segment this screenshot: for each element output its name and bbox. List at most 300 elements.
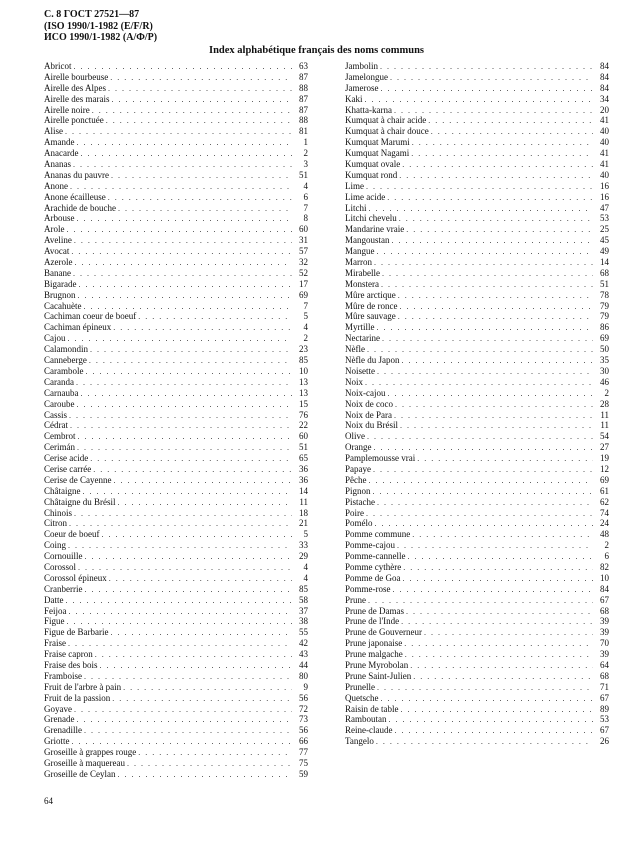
entry-page: 4 <box>303 561 308 572</box>
entry-page: 42 <box>299 638 308 649</box>
entry-name: Jambolin <box>345 61 378 71</box>
index-entry <box>345 290 609 301</box>
dot-leader <box>77 214 293 225</box>
dot-leader <box>376 737 593 748</box>
dot-leader <box>138 312 292 323</box>
index-entry <box>345 94 609 105</box>
entry-page: 61 <box>600 485 609 496</box>
index-entry <box>44 518 308 529</box>
entry-name: Jamerose <box>345 82 379 93</box>
dot-leader <box>366 182 593 193</box>
index-entry <box>345 562 609 573</box>
dot-leader <box>77 443 292 454</box>
dot-leader <box>112 694 292 705</box>
dot-leader <box>78 432 293 443</box>
entry-page: 41 <box>600 115 609 126</box>
entry-page: 10 <box>600 572 609 583</box>
entry-page: 88 <box>299 82 308 93</box>
dot-leader <box>377 498 593 509</box>
index-entry <box>44 203 308 214</box>
index-entry <box>345 322 609 333</box>
dot-leader <box>106 116 292 127</box>
dot-leader <box>394 411 593 422</box>
page-number: 64 <box>44 796 53 806</box>
index-entry <box>345 268 609 279</box>
entry-page: 53 <box>600 213 609 224</box>
dot-leader <box>84 726 292 737</box>
entry-page: 59 <box>299 768 308 779</box>
index-entry <box>44 105 308 116</box>
entry-name: Châtaigne <box>44 485 81 496</box>
index-entry <box>44 355 308 366</box>
entry-name: Fruit de la passion <box>44 692 111 703</box>
entry-name: Arachide de bouche <box>44 202 116 213</box>
index-entry <box>345 235 609 246</box>
index-entry <box>345 246 609 257</box>
entry-page: 30 <box>600 365 609 376</box>
index-column-left <box>44 61 308 780</box>
entry-name: Banane <box>44 267 71 278</box>
entry-name: Pomélo <box>345 518 373 529</box>
index-entry <box>44 736 308 747</box>
entry-page: 29 <box>299 551 308 562</box>
entry-page: 78 <box>600 289 609 300</box>
entry-page: 47 <box>600 202 609 213</box>
entry-page: 56 <box>299 692 308 703</box>
entry-name: Prune Saint-Julien <box>345 670 412 681</box>
dot-leader <box>406 607 593 618</box>
dot-leader <box>403 574 594 585</box>
entry-name: Feijoa <box>44 605 67 616</box>
entry-page: 85 <box>299 355 308 366</box>
dot-leader <box>374 258 593 269</box>
dot-leader <box>85 552 293 563</box>
index-entry <box>345 660 609 671</box>
index-entry <box>345 475 609 486</box>
dot-leader <box>68 639 292 650</box>
dot-leader <box>387 193 593 204</box>
index-entry <box>345 497 609 508</box>
dot-leader <box>382 334 593 345</box>
entry-page: 87 <box>299 93 308 104</box>
entry-name: Noix de coco <box>345 398 393 409</box>
dot-leader <box>401 356 593 367</box>
index-entry <box>44 758 308 769</box>
entry-page: 55 <box>299 627 308 638</box>
entry-page: 1 <box>303 137 308 148</box>
entry-page: 5 <box>303 529 308 540</box>
entry-name: Kumquat ovale <box>345 159 401 170</box>
entry-page: 67 <box>600 725 609 736</box>
entry-page: 20 <box>600 104 609 115</box>
entry-page: 2 <box>604 387 609 398</box>
index-entry <box>44 420 308 431</box>
dot-leader <box>108 193 292 204</box>
entry-page: 14 <box>600 257 609 268</box>
entry-name: Caroube <box>44 398 75 409</box>
dot-leader <box>428 116 593 127</box>
index-entry <box>44 290 308 301</box>
entry-page: 81 <box>299 126 308 137</box>
entry-name: Anone <box>44 180 68 191</box>
dot-leader <box>406 225 593 236</box>
document-header <box>44 9 157 44</box>
entry-page: 43 <box>299 649 308 660</box>
entry-page: 39 <box>600 649 609 660</box>
entry-page: 31 <box>299 235 308 246</box>
index-entry <box>44 311 308 322</box>
dot-leader <box>89 356 292 367</box>
dot-leader <box>397 541 593 552</box>
index-entry <box>44 235 308 246</box>
entry-page: 50 <box>600 344 609 355</box>
entry-page: 39 <box>600 627 609 638</box>
index-entry <box>345 224 609 235</box>
dot-leader <box>404 639 593 650</box>
entry-name: Papaye <box>345 463 371 474</box>
dot-leader <box>392 236 594 247</box>
entry-name: Anacarde <box>44 148 79 159</box>
index-entry <box>44 464 308 475</box>
entry-page: 73 <box>299 714 308 725</box>
index-entry <box>44 529 308 540</box>
dot-leader <box>369 476 594 487</box>
entry-page: 13 <box>299 387 308 398</box>
index-entry <box>345 551 609 562</box>
dot-leader <box>393 585 594 596</box>
index-entry <box>44 606 308 617</box>
entry-name: Alise <box>44 126 63 137</box>
entry-page: 85 <box>299 583 308 594</box>
entry-name: Arole <box>44 224 65 235</box>
entry-name: Marron <box>345 257 372 268</box>
entry-page: 60 <box>299 224 308 235</box>
entry-page: 77 <box>299 747 308 758</box>
entry-page: 16 <box>600 191 609 202</box>
index-entry <box>345 573 609 584</box>
dot-leader <box>366 509 593 520</box>
dot-leader <box>74 258 292 269</box>
dot-leader <box>400 421 593 432</box>
entry-page: 63 <box>299 61 308 71</box>
index-entry <box>44 126 308 137</box>
entry-page: 32 <box>299 257 308 268</box>
index-entry <box>44 301 308 312</box>
entry-name: Myrtille <box>345 322 375 333</box>
index-entry <box>44 704 308 715</box>
dot-leader <box>365 95 594 106</box>
entry-name: Fraise capron <box>44 649 93 660</box>
index-entry <box>345 627 609 638</box>
entry-page: 87 <box>299 71 308 82</box>
entry-page: 68 <box>600 605 609 616</box>
index-entry <box>44 584 308 595</box>
entry-page: 44 <box>299 659 308 670</box>
index-entry <box>44 322 308 333</box>
entry-page: 69 <box>600 333 609 344</box>
dot-leader <box>110 628 292 639</box>
entry-page: 18 <box>299 507 308 518</box>
entry-name: Mirabelle <box>345 267 380 278</box>
entry-name: Khatta-karna <box>345 104 392 115</box>
index-entry <box>345 431 609 442</box>
index-entry <box>345 399 609 410</box>
dot-leader <box>410 661 593 672</box>
entry-page: 8 <box>303 213 308 224</box>
entry-page: 11 <box>299 496 308 507</box>
index-entry <box>345 257 609 268</box>
dot-leader <box>69 411 292 422</box>
index-entry <box>44 497 308 508</box>
dot-leader <box>118 498 293 509</box>
dot-leader <box>80 389 292 400</box>
dot-leader <box>417 454 593 465</box>
entry-name: Citron <box>44 518 68 529</box>
index-entry <box>345 192 609 203</box>
entry-page: 38 <box>299 616 308 627</box>
entry-name: Cembrot <box>44 431 76 442</box>
index-entry <box>44 660 308 671</box>
entry-name: Prune malgache <box>345 649 403 660</box>
entry-name: Kumquat à chair douce <box>345 126 429 137</box>
index-entry <box>345 377 609 388</box>
dot-leader <box>412 138 593 149</box>
entry-page: 40 <box>600 169 609 180</box>
index-entry <box>44 83 308 94</box>
entry-page: 4 <box>303 322 308 333</box>
entry-page: 69 <box>299 289 308 300</box>
entry-name: Pamplemousse vrai <box>345 453 416 464</box>
entry-name: Cassis <box>44 409 68 420</box>
entry-name: Mandarine vraie <box>345 224 405 235</box>
index-entry <box>345 595 609 606</box>
entry-name: Groseille à maquereau <box>44 758 125 768</box>
entry-name: Prune Myrobolan <box>345 659 409 670</box>
index-entry <box>44 747 308 758</box>
entry-name: Airelle ponctuée <box>44 115 104 126</box>
dot-leader <box>66 596 293 607</box>
entry-page: 48 <box>600 529 609 540</box>
entry-name: Cacahuète <box>44 300 82 311</box>
entry-name: Tangelo <box>345 736 374 747</box>
entry-name: Canneberge <box>44 355 87 366</box>
entry-name: Fraise des bois <box>44 659 98 670</box>
entry-name: Kumquat Marumi <box>345 137 410 148</box>
dot-leader <box>367 432 593 443</box>
index-entry <box>44 246 308 257</box>
entry-page: 24 <box>600 518 609 529</box>
dot-leader <box>381 694 594 705</box>
entry-name: Kumquat Nagami <box>345 148 410 159</box>
entry-page: 67 <box>600 692 609 703</box>
entry-page: 75 <box>299 758 308 768</box>
index-entry <box>44 616 308 627</box>
entry-page: 21 <box>299 518 308 529</box>
index-entry <box>44 453 308 464</box>
entry-name: Prune japonaise <box>345 638 403 649</box>
index-entry <box>345 72 609 83</box>
entry-name: Mûre de ronce <box>345 300 398 311</box>
index-entry <box>345 486 609 497</box>
dot-leader <box>108 84 292 95</box>
entry-name: Lime <box>345 180 364 191</box>
entry-page: 9 <box>303 681 308 692</box>
index-entry <box>345 148 609 159</box>
index-entry <box>345 518 609 529</box>
dot-leader <box>398 291 593 302</box>
dot-leader <box>67 225 293 236</box>
dot-leader <box>78 291 293 302</box>
entry-page: 35 <box>600 355 609 366</box>
dot-leader <box>431 127 593 138</box>
entry-name: Cachiman épineux <box>44 322 112 333</box>
index-entry <box>44 671 308 682</box>
index-entry <box>44 682 308 693</box>
index-entry <box>345 649 609 660</box>
entry-name: Pignon <box>345 485 371 496</box>
dot-leader <box>117 770 292 781</box>
entry-name: Bigarade <box>44 278 77 289</box>
dot-leader <box>407 552 593 563</box>
entry-name: Grenadille <box>44 725 82 736</box>
index-entry <box>44 213 308 224</box>
index-entry <box>345 203 609 214</box>
index-entry <box>345 693 609 704</box>
dot-leader <box>78 563 292 574</box>
entry-page: 79 <box>600 311 609 322</box>
entry-page: 84 <box>600 61 609 71</box>
index-entry <box>345 410 609 421</box>
entry-page: 76 <box>299 409 308 420</box>
entry-name: Mûre arctique <box>345 289 396 300</box>
index-entry <box>345 61 609 72</box>
dot-leader <box>70 421 292 432</box>
entry-name: Brugnon <box>44 289 76 300</box>
entry-page: 4 <box>303 180 308 191</box>
index-entry <box>345 366 609 377</box>
index-entry <box>345 508 609 519</box>
entry-name: Monstera <box>345 278 379 289</box>
index-entry <box>345 606 609 617</box>
index-entry <box>345 181 609 192</box>
dot-leader <box>113 323 292 334</box>
dot-leader <box>399 302 593 313</box>
entry-name: Pomme cythère <box>345 561 402 572</box>
entry-name: Orange <box>345 442 372 453</box>
entry-page: 13 <box>299 376 308 387</box>
entry-name: Jamelongue <box>345 71 388 82</box>
entry-name: Noix de Para <box>345 409 392 420</box>
entry-name: Cerise de Cayenne <box>44 474 112 485</box>
entry-page: 87 <box>299 104 308 115</box>
index-entry <box>345 682 609 693</box>
dot-leader <box>92 106 292 117</box>
dot-leader <box>412 530 593 541</box>
entry-page: 40 <box>600 137 609 148</box>
entry-name: Châtaigne du Brésil <box>44 496 116 507</box>
entry-name: Kumquat rond <box>345 169 398 180</box>
entry-page: 2 <box>303 333 308 344</box>
entry-page: 25 <box>600 224 609 235</box>
dot-leader <box>399 171 593 182</box>
index-entry <box>44 257 308 268</box>
entry-page: 52 <box>299 267 308 278</box>
entry-page: 14 <box>299 485 308 496</box>
entry-name: Noix-cajou <box>345 387 386 398</box>
entry-name: Arbouse <box>44 213 75 224</box>
index-column-right <box>345 61 609 747</box>
dot-leader <box>377 367 593 378</box>
entry-name: Coeur de boeuf <box>44 529 100 540</box>
entry-name: Caranda <box>44 376 74 387</box>
index-entry <box>345 529 609 540</box>
entry-page: 49 <box>600 246 609 257</box>
entry-page: 37 <box>299 605 308 616</box>
dot-leader <box>90 345 292 356</box>
entry-page: 72 <box>299 703 308 714</box>
entry-page: 68 <box>600 267 609 278</box>
entry-page: 16 <box>600 180 609 191</box>
entry-page: 28 <box>600 398 609 409</box>
entry-name: Aveline <box>44 235 72 246</box>
index-entry <box>44 333 308 344</box>
entry-name: Carambole <box>44 365 84 376</box>
entry-name: Anone écailleuse <box>44 191 106 202</box>
entry-name: Datte <box>44 594 64 605</box>
index-entry <box>44 159 308 170</box>
dot-leader <box>90 454 292 465</box>
entry-page: 53 <box>600 714 609 725</box>
index-entry <box>44 769 308 780</box>
entry-name: Groseille de Ceylan <box>44 768 116 779</box>
index-entry <box>345 213 609 224</box>
entry-name: Noix <box>345 376 363 387</box>
dot-leader <box>373 487 593 498</box>
dot-leader <box>402 160 593 171</box>
index-entry <box>44 714 308 725</box>
index-entry <box>44 72 308 83</box>
entry-page: 82 <box>600 561 609 572</box>
entry-name: Airelle des Alpes <box>44 82 106 93</box>
index-entry <box>345 333 609 344</box>
index-entry <box>44 410 308 421</box>
entry-page: 11 <box>600 409 609 420</box>
dot-leader <box>69 519 292 530</box>
entry-name: Prune <box>345 594 366 605</box>
index-entry <box>345 453 609 464</box>
index-entry <box>44 61 308 72</box>
entry-page: 39 <box>600 616 609 627</box>
entry-name: Figue de Barbarie <box>44 627 109 638</box>
dot-leader <box>74 236 292 247</box>
dot-leader <box>390 73 593 84</box>
index-entry <box>44 442 308 453</box>
entry-name: Goyave <box>44 703 72 714</box>
dot-leader <box>138 748 292 759</box>
index-entry <box>345 420 609 431</box>
dot-leader <box>401 705 594 716</box>
dot-leader <box>111 95 292 106</box>
entry-page: 40 <box>600 126 609 137</box>
index-entry <box>345 671 609 682</box>
entry-name: Nectarine <box>345 333 380 344</box>
index-entry <box>44 366 308 377</box>
entry-page: 51 <box>600 278 609 289</box>
index-entry <box>345 83 609 94</box>
index-entry <box>44 377 308 388</box>
entry-name: Nèfle <box>345 344 365 355</box>
index-entry <box>345 137 609 148</box>
